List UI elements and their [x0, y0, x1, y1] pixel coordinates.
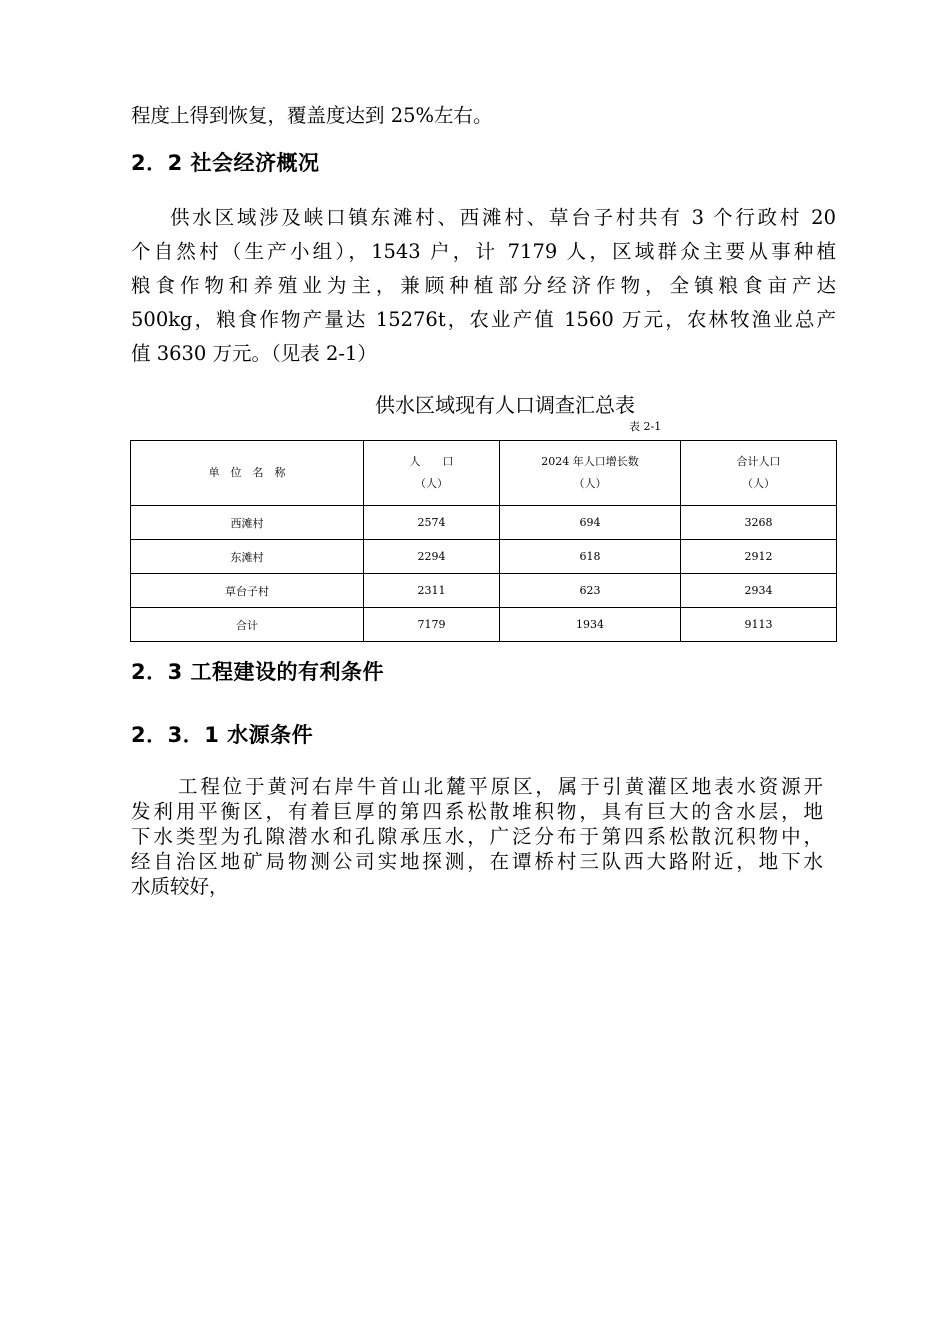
population-table — [130, 440, 837, 642]
table-cell: 9113 — [681, 608, 837, 642]
paragraph-line: 500kg，粮食作物产量达 15276t，农业产值 1560 万元，农林牧渔业总产 — [131, 308, 836, 331]
paragraph-line: 工程位于黄河右岸牛首山北麓平原区，属于引黄灌区地表水资源开 — [178, 775, 823, 798]
section-2-3-1-heading: 2．3．1 水源条件 — [131, 723, 314, 747]
table-row — [131, 574, 837, 608]
table-total-row — [131, 608, 837, 642]
paragraph-line: 发利用平衡区，有着巨厚的第四系松散堆积物，具有巨大的含水层，地 — [131, 800, 823, 823]
table-header-row — [131, 441, 837, 506]
table-number: 表 2-1 — [629, 420, 662, 433]
table-cell: 2934 — [681, 574, 837, 608]
header-unit: （人） — [573, 477, 607, 490]
header-unit: （人） — [415, 477, 448, 490]
table-cell: 2912 — [681, 540, 837, 574]
header-cell-population — [364, 441, 500, 506]
table-cell: 东滩村 — [131, 540, 364, 574]
paragraph-line: 水质较好， — [131, 875, 229, 898]
header-label: 合计人口 — [736, 455, 781, 468]
section-2-2-paragraph — [131, 201, 836, 371]
table-row — [131, 506, 837, 540]
table-cell: 草台子村 — [131, 574, 364, 608]
table-cell: 西滩村 — [131, 506, 364, 540]
table-row — [131, 540, 837, 574]
paragraph-line: 值 3630 万元。（见表 2-1） — [131, 342, 377, 365]
paragraph-line: 经自治区地矿局物测公司实地探测，在谭桥村三队西大路附近，地下水 — [131, 850, 823, 873]
table-cell: 1934 — [500, 608, 681, 642]
header-cell-total — [681, 441, 837, 506]
table-cell: 合计 — [131, 608, 364, 642]
header-cell-growth — [500, 441, 681, 506]
paragraph-line: 个自然村（生产小组），1543 户，计 7179 人，区域群众主要从事种植 — [131, 240, 836, 263]
paragraph-line: 下水类型为孔隙潜水和孔隙承压水，广泛分布于第四系松散沉积物中， — [131, 825, 823, 848]
header-label: 2024 年人口增长数 — [541, 455, 639, 468]
section-2-3-1-paragraph — [131, 774, 823, 899]
table-cell: 2294 — [364, 540, 500, 574]
table-cell: 3268 — [681, 506, 837, 540]
table-cell: 7179 — [364, 608, 500, 642]
paragraph-line: 供水区域涉及峡口镇东滩村、西滩村、草台子村共有 3 个行政村 20 — [170, 206, 836, 229]
table-cell: 623 — [500, 574, 681, 608]
table-cell: 618 — [500, 540, 681, 574]
table-cell: 694 — [500, 506, 681, 540]
section-2-2-heading: 2．2 社会经济概况 — [131, 151, 320, 175]
paragraph-line: 粮食作物和养殖业为主，兼顾种植部分经济作物，全镇粮食亩产达 — [131, 274, 836, 297]
header-unit: （人） — [742, 477, 775, 490]
header-cell-unit — [131, 441, 364, 506]
table-cell: 2574 — [364, 506, 500, 540]
table-cell: 2311 — [364, 574, 500, 608]
header-label: 人 口 — [409, 455, 454, 468]
section-2-3-heading: 2．3 工程建设的有利条件 — [131, 660, 385, 684]
table-caption: 供水区域现有人口调查汇总表 — [375, 393, 635, 417]
header-label: 单 位 名 称 — [208, 466, 286, 479]
intro-line: 程度上得到恢复，覆盖度达到 25%左右。 — [131, 104, 493, 127]
